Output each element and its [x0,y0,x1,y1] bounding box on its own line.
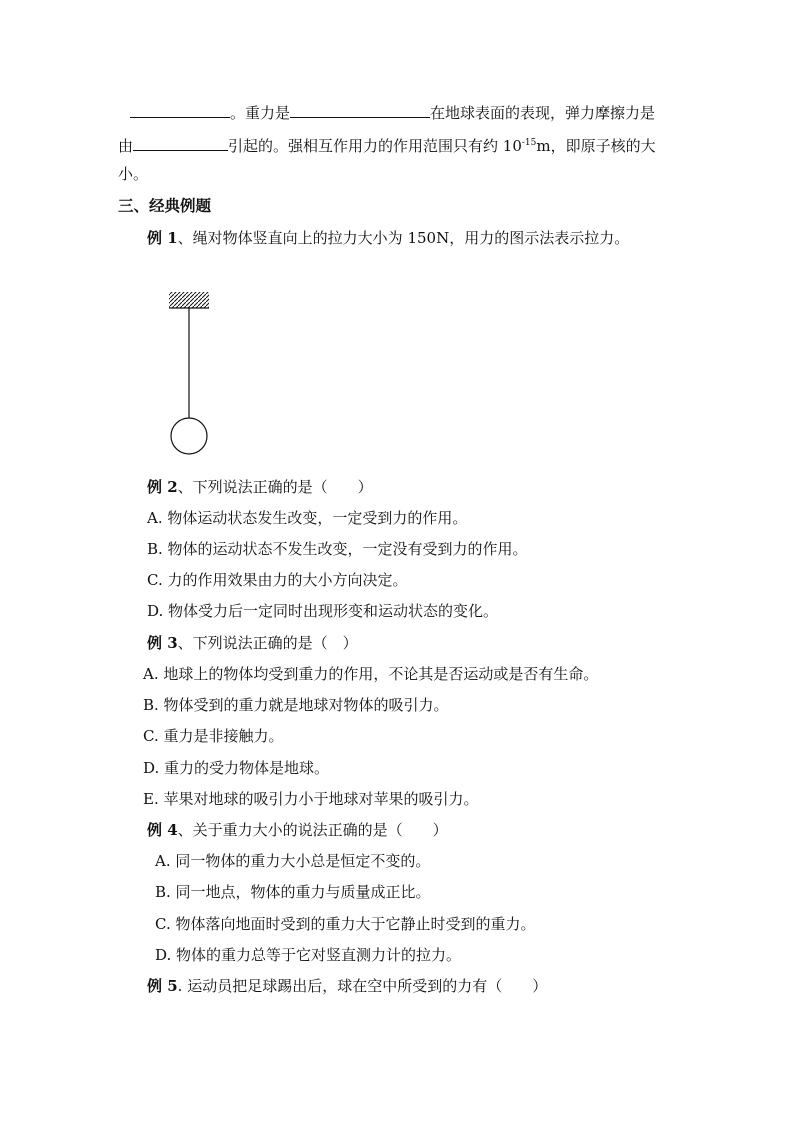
intro-text: 小。 [118,165,149,183]
fill-blank [130,101,230,118]
example-text: . 运动员把足球踢出后，球在空中所受到的力有（ ） [177,977,548,995]
option: C. 力的作用效果由力的大小方向决定。 [147,571,408,589]
example-label: 例 3 [147,634,178,652]
example-text: 、下列说法正确的是（ ） [177,634,358,652]
option: D. 重力的受力物体是地球。 [143,759,330,777]
exponent: -15 [521,138,537,148]
option: B. 同一地点，物体的重力与质量成正比。 [155,883,431,901]
option: C. 重力是非接触力。 [143,727,284,745]
option: C. 物体落向地面时受到的重力大于它静止时受到的重力。 [155,915,536,933]
section-heading: 三、经典例题 [118,196,212,215]
intro-line-1 [130,101,655,123]
intro-text: 由 [118,137,134,155]
option: B. 物体受到的重力就是地球对物体的吸引力。 [143,696,449,714]
option: D. 物体受力后一定同时出现形变和运动状态的变化。 [147,602,499,620]
example-1 [147,228,629,248]
option: A. 同一物体的重力大小总是恒定不变的。 [155,852,431,870]
intro-line-3 [118,164,148,184]
intro-text: m，即原子核的大 [536,137,656,155]
example-label: 例 5 [147,977,178,995]
intro-line-2 [118,133,656,156]
intro-text: 。重力是 [230,104,291,122]
option: B. 物体的运动状态不发生改变，一定没有受到力的作用。 [147,540,528,558]
fill-blank [133,134,228,151]
option: A. 物体运动状态发生改变，一定受到力的作用。 [147,509,468,527]
hanging-ball-figure [150,282,230,462]
example-label: 例 4 [147,821,178,839]
example-text: 、下列说法正确的是（ ） [177,478,373,496]
option: A. 地球上的物体均受到重力的作用，不论其是否运动或是否有生命。 [143,665,599,683]
example-label: 例 2 [147,478,178,496]
example-3 [147,633,358,653]
intro-text: 引起的。强相互作用力的作用范围只有约 10 [228,137,522,155]
example-text: 、绳对物体竖直向上的拉力大小为 150N，用力的图示法表示拉力。 [177,229,630,247]
example-5 [147,976,547,996]
ball [171,418,207,454]
fill-blank [290,101,430,118]
example-text: 、关于重力大小的说法正确的是（ ） [177,821,448,839]
example-label: 例 1 [147,229,178,247]
example-2 [147,477,373,497]
intro-text: 在地球表面的表现，弹力摩擦力是 [430,104,656,122]
example-4 [147,820,448,840]
ceiling-support [169,292,209,308]
option: D. 物体的重力总等于它对竖直测力计的拉力。 [155,946,462,964]
option: E. 苹果对地球的吸引力小于地球对苹果的吸引力。 [143,790,479,808]
